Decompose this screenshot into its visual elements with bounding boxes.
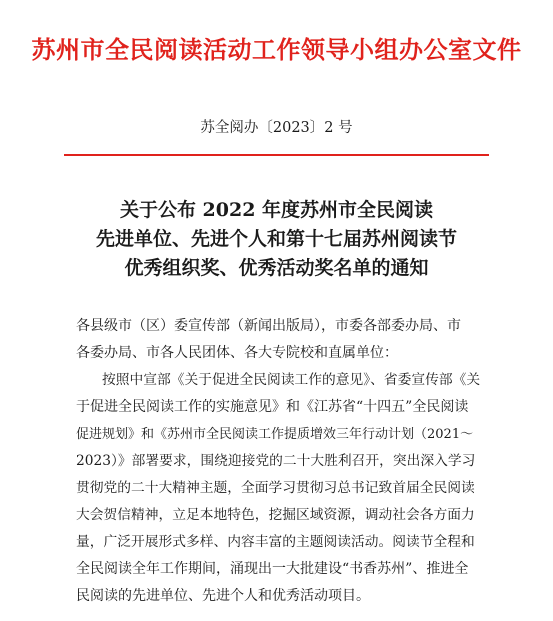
body-paragraph-line: 贯彻党的二十大精神主题，全面学习贯彻习总书记致首届全民阅读 — [76, 480, 475, 496]
body-paragraph-line: 民阅读的先进单位、先进个人和优秀活动项目。 — [76, 588, 370, 604]
header-title: 苏州市全民阅读活动工作领导小组办公室文件 — [31, 35, 522, 64]
body-paragraph-line: 按照中宣部《关于促进全民阅读工作的意见》、省委宣传部《关 — [102, 372, 481, 388]
body-paragraph-line: 全民阅读全年工作期间，涌现出一大批建设“书香苏州”、推进全 — [76, 561, 469, 577]
notice-title-line: 优秀组织奖、优秀活动奖名单的通知 — [124, 257, 429, 279]
body-paragraph-line: 于促进全民阅读工作的实施意见》和《江苏省“十四五”全民阅读 — [76, 399, 469, 415]
notice-title — [0, 196, 553, 283]
body-paragraph-line: 促进规划》和《苏州市全民阅读工作提质增效三年行动计划（2021～ — [76, 427, 474, 442]
notice-title-line: 关于公布 2022 年度苏州市全民阅读 — [119, 199, 434, 221]
body-line-addressee: 各委办局、市各人民团体、各大专院校和直属单位： — [76, 345, 398, 361]
body-line-addressee: 各县级市（区）委宣传部（新闻出版局），市委各部委办局、市 — [76, 318, 461, 334]
body-paragraph-line: 量，广泛开展形式多样、内容丰富的主题阅读活动。阅读节全程和 — [76, 534, 475, 550]
body-text — [76, 313, 480, 610]
body-paragraph-line: 大会贺信精神，立足本地特色，挖掘区域资源，调动社会各方面力 — [76, 507, 475, 523]
notice-title-line: 先进单位、先进个人和第十七届苏州阅读节 — [95, 228, 457, 250]
red-divider-line — [64, 154, 489, 156]
body-paragraph-line: 2023）》部署要求，围绕迎接党的二十大胜利召开，突出深入学习 — [76, 453, 476, 469]
document-number: 苏全阅办〔2023〕2 号 — [200, 120, 353, 136]
